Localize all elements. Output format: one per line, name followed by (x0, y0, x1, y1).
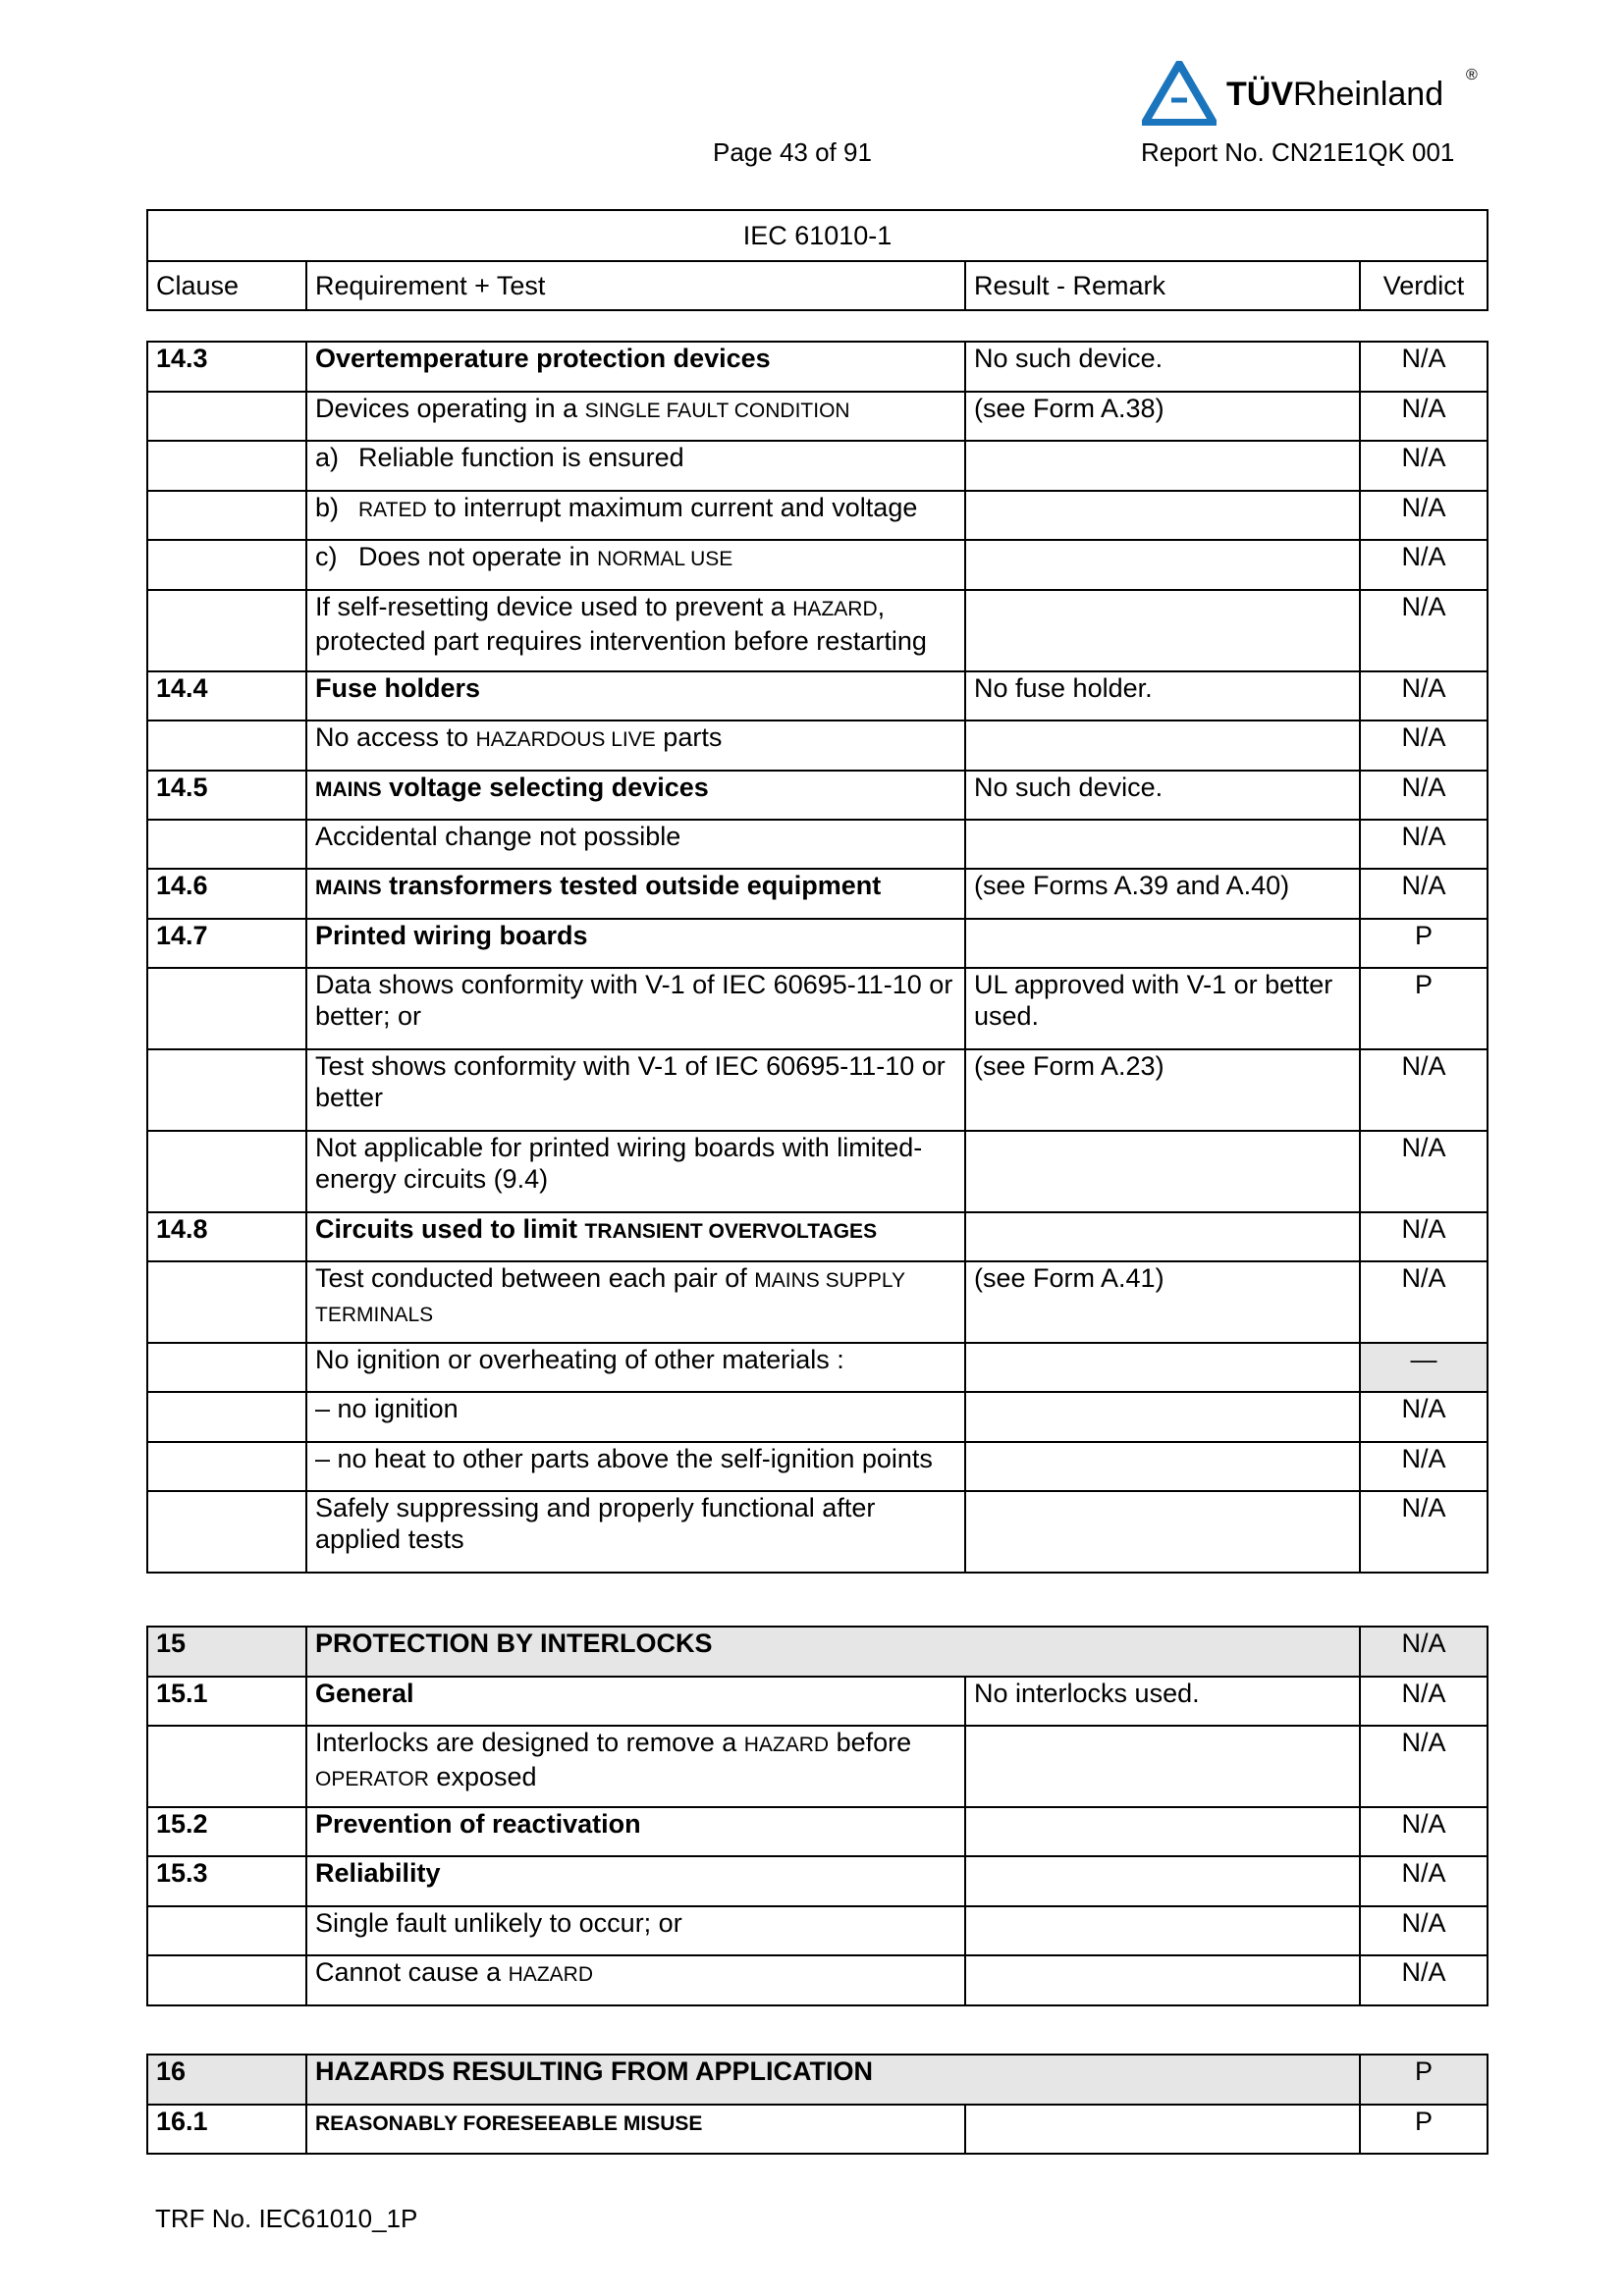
verdict-cell: N/A (1360, 1677, 1488, 1726)
requirement-cell (306, 1627, 1360, 1677)
result-remark-cell (965, 721, 1360, 771)
requirement-cell (306, 2105, 965, 2154)
table-row (147, 1491, 1488, 1573)
requirement-cell (306, 392, 965, 441)
table-row (147, 1049, 1488, 1131)
requirement-text: HAZARD (792, 598, 878, 620)
requirement-text: MAINS (315, 877, 382, 899)
requirement-text: Interlocks are designed to remove a (315, 1728, 744, 1757)
requirement-cell (306, 1343, 965, 1392)
requirement-cell (306, 1807, 965, 1856)
requirement-cell (306, 441, 965, 491)
result-remark-cell (965, 919, 1360, 968)
verdict-cell: N/A (1360, 1491, 1488, 1573)
verdict-cell: N/A (1360, 342, 1488, 392)
clause-cell (147, 392, 306, 441)
column-header-requirement: Requirement + Test (306, 261, 965, 310)
result-remark-cell: (see Form A.41) (965, 1261, 1360, 1343)
verdict-cell: N/A (1360, 1856, 1488, 1906)
requirement-text: Data shows conformity with V-1 of IEC 60695-11-10 or better; or (315, 970, 953, 1031)
verdict-cell: N/A (1360, 1212, 1488, 1261)
clause-cell: 15.1 (147, 1677, 306, 1726)
clause-cell: 15.3 (147, 1856, 306, 1906)
table-row (147, 540, 1488, 590)
clause-cell: 14.4 (147, 671, 306, 721)
result-remark-cell (965, 1131, 1360, 1212)
requirement-text: Printed wiring boards (315, 921, 588, 950)
requirement-text: before (829, 1728, 912, 1757)
requirement-text: Fuse holders (315, 673, 481, 703)
result-remark-cell (965, 1392, 1360, 1442)
verdict-cell: N/A (1360, 491, 1488, 540)
verdict-cell: N/A (1360, 1955, 1488, 2005)
requirement-text: RATED (358, 499, 427, 521)
result-remark-cell (965, 1856, 1360, 1906)
verdict-cell: — (1360, 1343, 1488, 1392)
requirement-text: HAZARDOUS LIVE (475, 728, 656, 751)
requirement-text: voltage selecting devices (381, 773, 709, 802)
clause-cell (147, 1049, 306, 1131)
table-row (147, 1856, 1488, 1906)
clause-cell: 15 (147, 1627, 306, 1677)
table-row (147, 1807, 1488, 1856)
requirement-text: REASONABLY FORESEEABLE MISUSE (315, 2112, 703, 2135)
requirement-text: c) (315, 542, 338, 571)
table-row (147, 491, 1488, 540)
verdict-cell: N/A (1360, 869, 1488, 919)
requirement-cell (306, 1726, 965, 1807)
clause-cell (147, 1343, 306, 1392)
clause-cell (147, 1392, 306, 1442)
clause-cell: 14.3 (147, 342, 306, 392)
clause-cell: 14.7 (147, 919, 306, 968)
verdict-cell: N/A (1360, 1049, 1488, 1131)
requirement-text: HAZARDS RESULTING FROM APPLICATION (315, 2056, 873, 2086)
verdict-cell: N/A (1360, 540, 1488, 590)
verdict-cell: N/A (1360, 1131, 1488, 1212)
table-row (147, 1726, 1488, 1807)
requirement-text: Devices operating in a (315, 394, 585, 423)
result-remark-cell: (see Form A.38) (965, 392, 1360, 441)
requirement-text: exposed (428, 1762, 537, 1791)
requirement-text: MAINS (315, 778, 382, 801)
table-row (147, 771, 1488, 820)
requirement-cell (306, 1212, 965, 1261)
result-remark-cell: (see Forms A.39 and A.40) (965, 869, 1360, 919)
clause-cell (147, 721, 306, 771)
requirement-cell (306, 671, 965, 721)
requirement-text: MAINS SUPPLY TERMINALS (315, 1269, 905, 1326)
clause-table-14 (146, 341, 1489, 1574)
verdict-cell: N/A (1360, 1807, 1488, 1856)
verdict-cell: P (1360, 968, 1488, 1049)
requirement-cell (306, 342, 965, 392)
result-remark-cell: (see Form A.23) (965, 1049, 1360, 1131)
verdict-cell: N/A (1360, 1442, 1488, 1491)
result-remark-cell (965, 1491, 1360, 1573)
clause-cell (147, 441, 306, 491)
result-remark-cell (965, 1906, 1360, 1955)
requirement-cell (306, 1491, 965, 1573)
result-remark-cell (965, 1955, 1360, 2005)
result-remark-cell (965, 441, 1360, 491)
table-row (147, 1212, 1488, 1261)
verdict-cell: P (1360, 2055, 1488, 2105)
clause-cell: 14.5 (147, 771, 306, 820)
section-header-row (147, 1627, 1488, 1677)
requirement-text: Reliable function is ensured (358, 443, 684, 472)
verdict-cell: N/A (1360, 771, 1488, 820)
requirement-text: Cannot cause a (315, 1957, 509, 1987)
clause-cell (147, 1491, 306, 1573)
requirement-text: If self-resetting device used to prevent a (315, 592, 793, 621)
requirement-cell (306, 491, 965, 540)
verdict-cell: N/A (1360, 820, 1488, 869)
requirement-cell (306, 1049, 965, 1131)
verdict-cell: N/A (1360, 441, 1488, 491)
clause-cell: 14.8 (147, 1212, 306, 1261)
requirement-cell (306, 1856, 965, 1906)
table-row (147, 1955, 1488, 2005)
requirement-text: Circuits used to limit (315, 1214, 585, 1244)
requirement-cell (306, 771, 965, 820)
table-row (147, 590, 1488, 671)
verdict-cell: N/A (1360, 1261, 1488, 1343)
table-row (147, 1131, 1488, 1212)
requirement-cell (306, 968, 965, 1049)
requirement-cell (306, 1955, 965, 2005)
tuv-rheinland-logo (1142, 61, 1486, 128)
table-row (147, 721, 1488, 771)
report-number: Report No. CN21E1QK 001 (1141, 137, 1455, 167)
requirement-text: No access to (315, 722, 476, 752)
requirement-text: HAZARD (743, 1734, 830, 1756)
verdict-cell: N/A (1360, 1906, 1488, 1955)
table-row (147, 869, 1488, 919)
verdict-cell: N/A (1360, 1627, 1488, 1677)
table-row (147, 968, 1488, 1049)
column-header-clause: Clause (147, 261, 306, 310)
verdict-cell: N/A (1360, 1392, 1488, 1442)
result-remark-cell: No interlocks used. (965, 1677, 1360, 1726)
result-remark-cell (965, 590, 1360, 671)
requirement-text: PROTECTION BY INTERLOCKS (315, 1629, 713, 1658)
verdict-cell: P (1360, 919, 1488, 968)
verdict-cell: N/A (1360, 1726, 1488, 1807)
requirement-cell (306, 919, 965, 968)
clause-table-15 (146, 1626, 1489, 2006)
requirement-text: No ignition or overheating of other materials : (315, 1345, 844, 1374)
requirement-text: Does not operate in (358, 542, 598, 571)
requirement-text: SINGLE FAULT CONDITION (584, 400, 850, 422)
requirement-text: Reliability (315, 1858, 441, 1888)
result-remark-cell (965, 1212, 1360, 1261)
result-remark-cell (965, 820, 1360, 869)
requirement-text: transformers tested outside equipment (381, 871, 882, 900)
requirement-text: OPERATOR (315, 1768, 429, 1790)
clause-cell (147, 968, 306, 1049)
result-remark-cell (965, 1442, 1360, 1491)
table-row (147, 919, 1488, 968)
requirement-text: a) (315, 443, 340, 472)
result-remark-cell (965, 1726, 1360, 1807)
result-remark-cell: No fuse holder. (965, 671, 1360, 721)
clause-cell (147, 820, 306, 869)
requirement-cell (306, 721, 965, 771)
table-row (147, 1677, 1488, 1726)
requirement-cell (306, 820, 965, 869)
requirement-text: to interrupt maximum current and voltage (426, 493, 918, 522)
requirement-text: Overtemperature protection devices (315, 344, 771, 373)
tuv-triangle-icon (1142, 61, 1217, 126)
requirement-text: b) (315, 493, 340, 522)
requirement-text: – no heat to other parts above the self-ignition points (315, 1444, 933, 1473)
requirement-text: – no ignition (315, 1394, 459, 1423)
result-remark-cell (965, 2105, 1360, 2154)
column-header-verdict: Verdict (1360, 261, 1488, 310)
requirement-text: , protected part requires intervention before restarting (315, 592, 927, 656)
registered-mark: ® (1466, 67, 1478, 83)
table-row (147, 820, 1488, 869)
requirement-text: Test conducted between each pair of (315, 1263, 755, 1293)
table-row (147, 1261, 1488, 1343)
clause-cell: 16 (147, 2055, 306, 2105)
result-remark-cell (965, 540, 1360, 590)
clause-cell (147, 540, 306, 590)
clause-cell: 14.6 (147, 869, 306, 919)
requirement-cell (306, 1261, 965, 1343)
result-remark-cell: No such device. (965, 771, 1360, 820)
requirement-text: TRANSIENT OVERVOLTAGES (584, 1220, 878, 1243)
requirement-cell (306, 540, 965, 590)
clause-cell (147, 1955, 306, 2005)
requirement-text: Single fault unlikely to occur; or (315, 1908, 682, 1938)
requirement-text: Not applicable for printed wiring boards with limited-energy circuits (9.4) (315, 1133, 923, 1194)
table-row (147, 392, 1488, 441)
requirement-text: Prevention of reactivation (315, 1809, 641, 1839)
requirement-text: General (315, 1679, 414, 1708)
result-remark-cell (965, 1807, 1360, 1856)
result-remark-cell: No such device. (965, 342, 1360, 392)
requirement-cell (306, 869, 965, 919)
clause-cell (147, 1906, 306, 1955)
verdict-cell: N/A (1360, 392, 1488, 441)
requirement-text: parts (655, 722, 723, 752)
requirement-text: NORMAL USE (597, 548, 733, 570)
table-row (147, 1906, 1488, 1955)
page-number: Page 43 of 91 (713, 137, 872, 167)
clause-cell: 15.2 (147, 1807, 306, 1856)
table-row (147, 671, 1488, 721)
table-row (147, 441, 1488, 491)
table-row (147, 1442, 1488, 1491)
clause-cell (147, 590, 306, 671)
requirement-text: Safely suppressing and properly functional after applied tests (315, 1493, 876, 1554)
trf-number: TRF No. IEC61010_1P (155, 2204, 418, 2233)
result-remark-cell: UL approved with V-1 or better used. (965, 968, 1360, 1049)
requirement-text: HAZARD (508, 1963, 593, 1986)
clause-table-16 (146, 2054, 1489, 2155)
requirement-cell (306, 1442, 965, 1491)
table-row (147, 2105, 1488, 2154)
table-row (147, 342, 1488, 392)
requirement-cell (306, 1906, 965, 1955)
verdict-cell: P (1360, 2105, 1488, 2154)
clause-cell (147, 1442, 306, 1491)
requirement-cell (306, 1677, 965, 1726)
clause-cell (147, 491, 306, 540)
requirement-text: Accidental change not possible (315, 822, 681, 851)
verdict-cell: N/A (1360, 721, 1488, 771)
clause-cell (147, 1726, 306, 1807)
clause-cell: 16.1 (147, 2105, 306, 2154)
clause-cell (147, 1261, 306, 1343)
result-remark-cell (965, 1343, 1360, 1392)
result-remark-cell (965, 491, 1360, 540)
requirement-text: Test shows conformity with V-1 of IEC 60695-11-10 or better (315, 1051, 946, 1112)
requirement-cell (306, 2055, 1360, 2105)
table-row (147, 1392, 1488, 1442)
column-header-result: Result - Remark (965, 261, 1360, 310)
requirement-cell (306, 590, 965, 671)
table-row (147, 1343, 1488, 1392)
standard-title: IEC 61010-1 (147, 210, 1488, 261)
standard-header-table (146, 209, 1489, 311)
clause-cell (147, 1131, 306, 1212)
logo-text: TÜVRheinland (1226, 76, 1444, 113)
verdict-cell: N/A (1360, 671, 1488, 721)
requirement-cell (306, 1131, 965, 1212)
section-header-row (147, 2055, 1488, 2105)
requirement-cell (306, 1392, 965, 1442)
verdict-cell: N/A (1360, 590, 1488, 671)
